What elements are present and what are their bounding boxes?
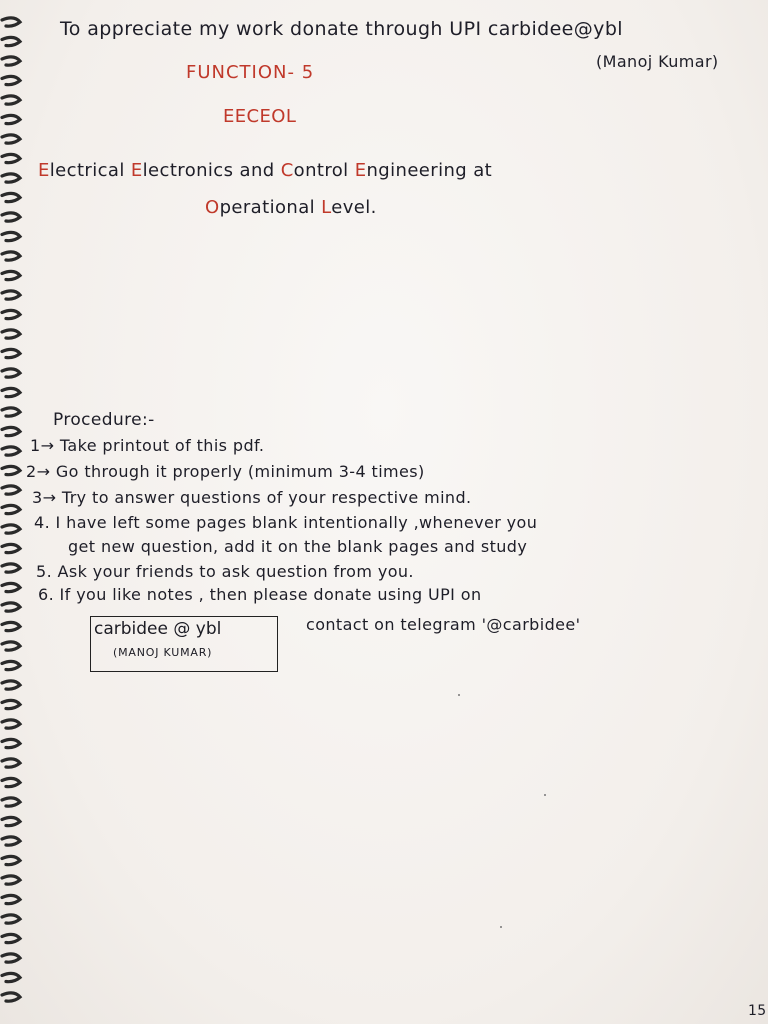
spiral-ring: [2, 252, 20, 260]
spiral-ring: [2, 720, 20, 728]
word-rest: perational: [219, 197, 322, 218]
spiral-ring: [2, 993, 20, 1001]
full-name-line1: [38, 160, 492, 181]
word-rest: ontrol: [293, 160, 355, 181]
spiral-ring: [2, 427, 20, 435]
word-rest: evel.: [331, 197, 377, 218]
spiral-ring: [2, 115, 20, 123]
procedure-step: 1→ Take printout of this pdf.: [30, 436, 265, 455]
cap-letter: O: [205, 197, 220, 218]
spiral-ring: [2, 603, 20, 611]
spiral-ring: [2, 37, 20, 45]
spiral-ring: [2, 700, 20, 708]
spiral-ring: [2, 915, 20, 923]
upi-id: carbidee @ ybl: [94, 619, 222, 639]
spiral-ring: [2, 856, 20, 864]
spiral-ring: [2, 681, 20, 689]
full-name-line2: [205, 197, 377, 218]
procedure-step: 6. If you like notes , then please donate using UPI on: [38, 585, 482, 604]
spiral-ring: [2, 154, 20, 162]
cap-letter: L: [321, 197, 332, 218]
spiral-ring: [2, 973, 20, 981]
upi-box: [90, 616, 278, 672]
word-rest: lectronics: [142, 160, 240, 181]
spiral-ring: [2, 486, 20, 494]
spiral-ring: [2, 934, 20, 942]
spiral-ring: [2, 895, 20, 903]
procedure-step: 3→ Try to answer questions of your respective mind.: [32, 488, 472, 507]
spiral-ring: [2, 642, 20, 650]
paper-speck: [544, 794, 546, 796]
cap-letter: E: [130, 160, 143, 181]
spiral-ring: [2, 876, 20, 884]
spiral-ring: [2, 388, 20, 396]
word-rest: lectrical: [49, 160, 131, 181]
cap-letter: C: [280, 160, 294, 181]
spiral-ring: [2, 76, 20, 84]
spiral-ring: [2, 96, 20, 104]
spiral-ring: [2, 817, 20, 825]
spiral-ring: [2, 661, 20, 669]
spiral-ring: [2, 544, 20, 552]
spiral-ring: [2, 310, 20, 318]
spiral-ring: [2, 466, 20, 474]
spiral-ring: [2, 271, 20, 279]
telegram-contact: contact on telegram '@carbidee': [306, 615, 581, 634]
spiral-ring: [2, 369, 20, 377]
procedure-step: 2→ Go through it properly (minimum 3-4 times): [26, 462, 425, 481]
spiral-ring: [2, 174, 20, 182]
word: at: [473, 160, 493, 181]
spiral-ring: [2, 759, 20, 767]
author-name: (Manoj Kumar): [596, 52, 719, 71]
spiral-ring: [2, 778, 20, 786]
function-title: FUNCTION- 5: [186, 62, 315, 83]
spiral-ring: [2, 57, 20, 65]
spiral-ring: [2, 135, 20, 143]
donation-line: To appreciate my work donate through UPI carbidee@ybl: [60, 18, 623, 40]
spiral-ring: [2, 408, 20, 416]
abbreviation-title: EECEOL: [223, 106, 297, 127]
cap-letter: E: [38, 160, 50, 181]
spiral-ring: [2, 622, 20, 630]
spiral-ring: [2, 232, 20, 240]
spiral-ring: [2, 291, 20, 299]
spiral-ring: [2, 954, 20, 962]
spiral-ring: [2, 330, 20, 338]
spiral-binding: [0, 0, 30, 1024]
spiral-ring: [2, 583, 20, 591]
spiral-ring: [2, 213, 20, 221]
spiral-ring: [2, 798, 20, 806]
word: and: [239, 160, 281, 181]
spiral-ring: [2, 18, 20, 26]
procedure-step: get new question, add it on the blank pages and study: [68, 537, 528, 556]
spiral-ring: [2, 193, 20, 201]
spiral-ring: [2, 525, 20, 533]
upi-owner-name: (MANOJ KUMAR): [113, 646, 213, 659]
page-number: 15: [748, 1003, 767, 1019]
cap-letter: E: [354, 160, 367, 181]
procedure-step: 5. Ask your friends to ask question from you.: [36, 562, 414, 581]
procedure-heading: Procedure:-: [53, 410, 155, 430]
word-rest: ngineering: [366, 160, 474, 181]
spiral-ring: [2, 564, 20, 572]
procedure-step: 4. I have left some pages blank intentionally ,whenever you: [34, 513, 538, 532]
spiral-ring: [2, 837, 20, 845]
paper-speck: [458, 694, 460, 696]
spiral-ring: [2, 739, 20, 747]
paper-speck: [500, 926, 502, 928]
spiral-ring: [2, 505, 20, 513]
spiral-ring: [2, 349, 20, 357]
spiral-ring: [2, 447, 20, 455]
